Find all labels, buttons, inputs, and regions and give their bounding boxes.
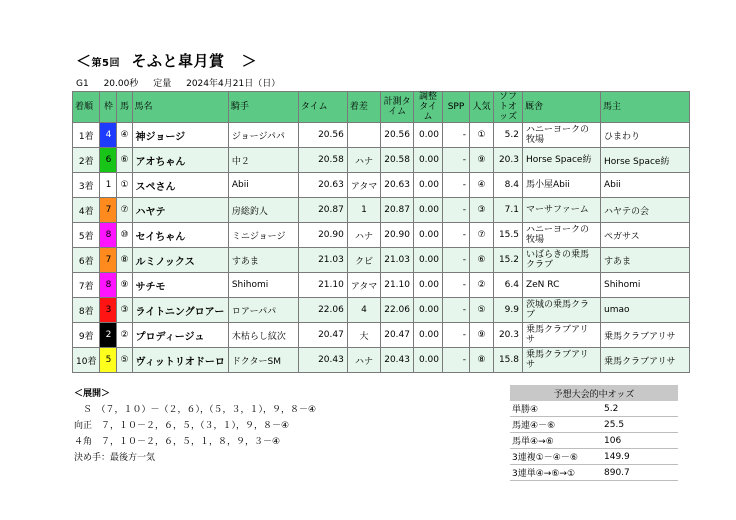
stable-cell: ハニーヨークの牧場 (522, 223, 600, 248)
margin-cell: ハナ (347, 223, 380, 248)
rank-cell: 10着 (73, 348, 100, 373)
adjusted-time-cell: 0.00 (413, 223, 442, 248)
popularity-cell: ⑨ (469, 148, 493, 173)
bet-type-cell: 馬単④→⑥ (510, 433, 592, 449)
horse-number-cell: ⑥ (117, 148, 132, 173)
odds-row (510, 417, 678, 433)
table-row (73, 348, 690, 373)
popularity-cell: ⑦ (469, 223, 493, 248)
horse-number-cell: ⑩ (117, 223, 132, 248)
odds-table-header: 予想大会的中オッズ (510, 385, 678, 401)
column-header: タイム (298, 92, 347, 123)
table-row (73, 173, 690, 198)
horse-name-cell: ハヤテ (132, 198, 228, 223)
odds-row (510, 449, 678, 465)
waku-cell: 6 (100, 148, 117, 173)
waku-cell: 7 (100, 248, 117, 273)
spp-cell: - (442, 173, 469, 198)
measured-time-cell: 20.56 (381, 123, 414, 148)
waku-cell: 2 (100, 323, 117, 348)
adjusted-time-cell: 0.00 (413, 348, 442, 373)
stable-cell: いばらきの乗馬クラブ (522, 248, 600, 273)
horse-number-cell: ③ (117, 298, 132, 323)
payout-value-cell: 25.5 (592, 417, 678, 433)
waku-cell: 1 (100, 173, 117, 198)
popularity-cell: ⑥ (469, 248, 493, 273)
horse-number-cell: ⑨ (117, 273, 132, 298)
jockey-cell: Shihomi (228, 273, 298, 298)
margin-cell: 4 (347, 298, 380, 323)
owner-cell: Shihomi (600, 273, 689, 298)
table-row (73, 323, 690, 348)
table-row (73, 298, 690, 323)
spp-cell: - (442, 123, 469, 148)
margin-cell: アタマ (347, 273, 380, 298)
rank-cell: 9着 (73, 323, 100, 348)
payout-value-cell: 106 (592, 433, 678, 449)
race-date: 2024年4月21日（日） (186, 79, 281, 89)
horse-number-cell: ⑧ (117, 248, 132, 273)
waku-cell: 4 (100, 123, 117, 148)
owner-cell: ひまわり (600, 123, 689, 148)
time-cell: 20.63 (298, 173, 347, 198)
horse-name-cell: サチモ (132, 273, 228, 298)
odds-cell: 20.3 (493, 148, 522, 173)
measured-time-cell: 22.06 (381, 298, 414, 323)
column-header: 調整タイム (413, 92, 442, 123)
measured-time-cell: 20.58 (381, 148, 414, 173)
horse-number-cell: ① (117, 173, 132, 198)
table-row (73, 198, 690, 223)
adjusted-time-cell: 0.00 (413, 248, 442, 273)
column-header: 計測タイム (381, 92, 414, 123)
bet-type-cell: 馬連④－⑥ (510, 417, 592, 433)
column-header: 厩舎 (522, 92, 600, 123)
bet-type-cell: 3連複①－④－⑥ (510, 449, 592, 465)
waku-cell: 8 (100, 223, 117, 248)
owner-cell: Horse Space紡 (600, 148, 689, 173)
owner-cell: umao (600, 298, 689, 323)
margin-cell: ハナ (347, 348, 380, 373)
measured-time-cell: 21.03 (381, 248, 414, 273)
payout-value-cell: 5.2 (592, 401, 678, 417)
odds-cell: 5.2 (493, 123, 522, 148)
horse-name-cell: プロディージュ (132, 323, 228, 348)
waku-cell: 5 (100, 348, 117, 373)
stable-cell: 乗馬クラブアリサ (522, 348, 600, 373)
odds-cell: 20.3 (493, 323, 522, 348)
measured-time-cell: 20.47 (381, 323, 414, 348)
jockey-cell: 中２ (228, 148, 298, 173)
rank-cell: 1着 (73, 123, 100, 148)
column-header: 人気 (469, 92, 493, 123)
race-round: 第5回 (91, 58, 120, 69)
owner-cell: ペガサス (600, 223, 689, 248)
jockey-cell: 木枯らし紋次 (228, 323, 298, 348)
column-header: 馬主 (600, 92, 689, 123)
stable-cell: 乗馬クラブアリサ (522, 323, 600, 348)
adjusted-time-cell: 0.00 (413, 173, 442, 198)
horse-name-cell: 神ジョージ (132, 123, 228, 148)
adjusted-time-cell: 0.00 (413, 148, 442, 173)
owner-cell: 乗馬クラブアリサ (600, 323, 689, 348)
spp-cell: - (442, 248, 469, 273)
horse-name-cell: ルミノックス (132, 248, 228, 273)
rank-cell: 8着 (73, 298, 100, 323)
popularity-cell: ⑧ (469, 348, 493, 373)
popularity-cell: ④ (469, 173, 493, 198)
jockey-cell: ドクターSM (228, 348, 298, 373)
spp-cell: - (442, 198, 469, 223)
bet-type-cell: 3連単④→⑥→① (510, 465, 592, 481)
stable-cell: マーサファーム (522, 198, 600, 223)
stable-cell: ハニーヨークの牧場 (522, 123, 600, 148)
odds-row (510, 433, 678, 449)
column-header: ソフトオッズ (493, 92, 522, 123)
adjusted-time-cell: 0.00 (413, 123, 442, 148)
owner-cell: すあま (600, 248, 689, 273)
margin-cell: 大 (347, 323, 380, 348)
adjusted-time-cell: 0.00 (413, 198, 442, 223)
spp-cell: - (442, 348, 469, 373)
column-header: 着順 (73, 92, 100, 123)
margin-cell: クビ (347, 248, 380, 273)
owner-cell: 乗馬クラブアリサ (600, 348, 689, 373)
table-row (73, 223, 690, 248)
odds-row (510, 401, 678, 417)
rank-cell: 6着 (73, 248, 100, 273)
adjusted-time-cell: 0.00 (413, 298, 442, 323)
spp-cell: - (442, 298, 469, 323)
column-header: 馬名 (132, 92, 228, 123)
jockey-cell: ジョージパパ (228, 123, 298, 148)
development-line: Ｓ （７，１０）－（２，６），（５，３，１），９，８－④ (74, 405, 317, 415)
measured-time-cell: 20.43 (381, 348, 414, 373)
measured-time-cell: 20.87 (381, 198, 414, 223)
rank-cell: 5着 (73, 223, 100, 248)
stable-cell: ZeN RC (522, 273, 600, 298)
column-header: 着差 (347, 92, 380, 123)
column-header: SPP (442, 92, 469, 123)
jockey-cell: ミニジョージ (228, 223, 298, 248)
rank-cell: 3着 (73, 173, 100, 198)
stable-cell: 馬小屋Abii (522, 173, 600, 198)
jockey-cell: Abii (228, 173, 298, 198)
odds-cell: 15.5 (493, 223, 522, 248)
popularity-cell: ③ (469, 198, 493, 223)
payout-value-cell: 149.9 (592, 449, 678, 465)
owner-cell: ハヤテの会 (600, 198, 689, 223)
popularity-cell: ⑨ (469, 323, 493, 348)
margin-cell (347, 123, 380, 148)
horse-name-cell: ライトニングロアー (132, 298, 228, 323)
rank-cell: 7着 (73, 273, 100, 298)
development-line: 決め手：最後方一気 (74, 453, 156, 463)
table-header-row (73, 92, 690, 123)
race-name: そふと皐月賞 (131, 52, 225, 70)
bet-type-cell: 単勝④ (510, 401, 592, 417)
waku-cell: 8 (100, 273, 117, 298)
horse-number-cell: ② (117, 323, 132, 348)
popularity-cell: ① (469, 123, 493, 148)
development-heading: ＜展開＞ (74, 389, 111, 399)
race-time: 20.00秒 (103, 79, 139, 89)
payout-odds-table (510, 385, 678, 481)
popularity-cell: ⑤ (469, 298, 493, 323)
time-cell: 20.58 (298, 148, 347, 173)
race-condition: 定量 (153, 79, 172, 89)
race-grade: G1 (76, 79, 89, 89)
time-cell: 22.06 (298, 298, 347, 323)
popularity-cell: ② (469, 273, 493, 298)
spp-cell: - (442, 223, 469, 248)
measured-time-cell: 20.90 (381, 223, 414, 248)
time-cell: 20.90 (298, 223, 347, 248)
odds-cell: 6.4 (493, 273, 522, 298)
table-row (73, 123, 690, 148)
table-row (73, 248, 690, 273)
page-title: ＜第5回 そふと皐月賞 ＞ (76, 52, 258, 70)
margin-cell: アタマ (347, 173, 380, 198)
margin-cell: 1 (347, 198, 380, 223)
waku-cell: 7 (100, 198, 117, 223)
jockey-cell: すあま (228, 248, 298, 273)
horse-number-cell: ④ (117, 123, 132, 148)
odds-cell: 15.8 (493, 348, 522, 373)
time-cell: 21.03 (298, 248, 347, 273)
odds-row (510, 465, 678, 481)
waku-cell: 3 (100, 298, 117, 323)
odds-cell: 15.2 (493, 248, 522, 273)
column-header: 枠 (100, 92, 117, 123)
horse-name-cell: ヴィットリオドーロ (132, 348, 228, 373)
column-header: 騎手 (228, 92, 298, 123)
development-line: ４角 ７，１０－２，６，５，１，８，９，３－④ (74, 437, 281, 447)
odds-cell: 8.4 (493, 173, 522, 198)
measured-time-cell: 20.63 (381, 173, 414, 198)
horse-name-cell: スペさん (132, 173, 228, 198)
time-cell: 20.87 (298, 198, 347, 223)
horse-name-cell: アオちゃん (132, 148, 228, 173)
race-meta (76, 76, 292, 89)
stable-cell: 茨城の乗馬クラブ (522, 298, 600, 323)
adjusted-time-cell: 0.00 (413, 273, 442, 298)
column-header: 馬 (117, 92, 132, 123)
table-row (73, 148, 690, 173)
horse-name-cell: セイちゃん (132, 223, 228, 248)
jockey-cell: 房総釣人 (228, 198, 298, 223)
table-row (73, 273, 690, 298)
time-cell: 20.47 (298, 323, 347, 348)
race-development (74, 386, 316, 466)
payout-value-cell: 890.7 (592, 465, 678, 481)
horse-number-cell: ⑤ (117, 348, 132, 373)
jockey-cell: ロアーパパ (228, 298, 298, 323)
spp-cell: - (442, 323, 469, 348)
rank-cell: 2着 (73, 148, 100, 173)
horse-number-cell: ⑦ (117, 198, 132, 223)
results-table (72, 91, 690, 373)
spp-cell: - (442, 148, 469, 173)
owner-cell: Abii (600, 173, 689, 198)
adjusted-time-cell: 0.00 (413, 323, 442, 348)
measured-time-cell: 21.10 (381, 273, 414, 298)
odds-cell: 9.9 (493, 298, 522, 323)
margin-cell: ハナ (347, 148, 380, 173)
development-line: 向正 ７，１０－２，６，５，（３，１），９，８－④ (74, 421, 290, 431)
time-cell: 21.10 (298, 273, 347, 298)
time-cell: 20.56 (298, 123, 347, 148)
odds-cell: 7.1 (493, 198, 522, 223)
spp-cell: - (442, 273, 469, 298)
time-cell: 20.43 (298, 348, 347, 373)
rank-cell: 4着 (73, 198, 100, 223)
stable-cell: Horse Space紡 (522, 148, 600, 173)
